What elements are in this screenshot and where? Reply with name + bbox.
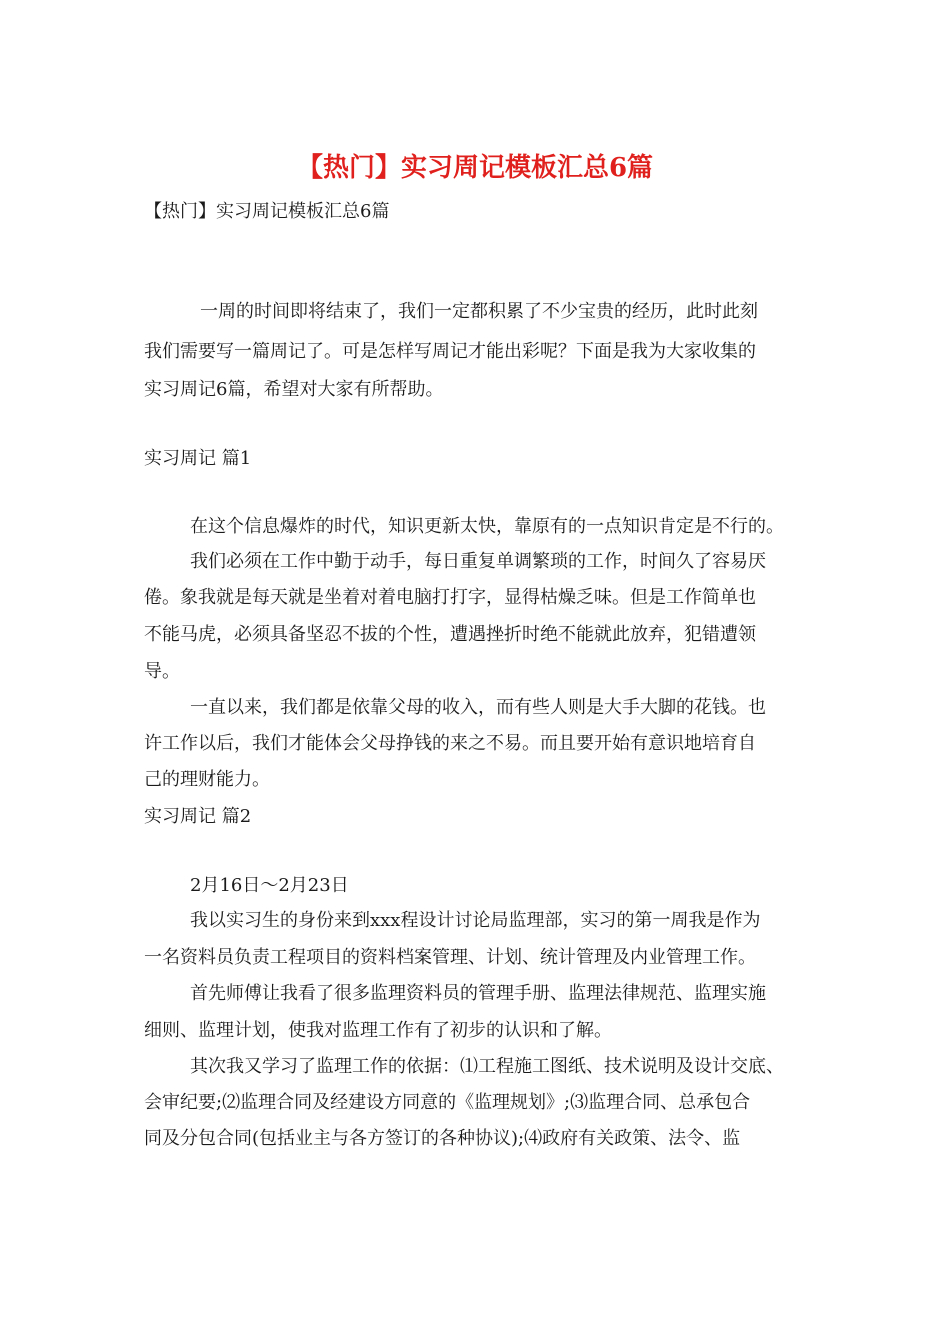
intro-line: 一周的时间即将结束了，我们一定都积累了不少宝贵的经历，此时此刻 [200, 301, 758, 322]
document-subtitle: 【热门】实习周记模板汇总6篇 [144, 201, 390, 222]
paragraph-line: 许工作以后，我们才能体会父母挣钱的来之不易。而且要开始有意识地培育自 [144, 733, 756, 754]
paragraph-line: 不能马虎，必须具备坚忍不拔的个性，遭遇挫折时绝不能就此放弃，犯错遭领 [144, 624, 756, 645]
paragraph-line: 会审纪要;⑵监理合同及经建设方同意的《监理规划》;⑶监理合同、总承包合 [144, 1092, 751, 1113]
section-heading: 实习周记 篇1 [144, 448, 252, 469]
paragraph-line: 其次我又学习了监理工作的依据：⑴工程施工图纸、技术说明及设计交底、 [190, 1056, 784, 1077]
paragraph-line: 首先师傅让我看了很多监理资料员的管理手册、监理法律规范、监理实施 [190, 983, 766, 1004]
paragraph-line: 导。 [144, 661, 180, 682]
section-heading: 实习周记 篇2 [144, 806, 252, 827]
paragraph-line: 一名资料员负责工程项目的资料档案管理、计划、统计管理及内业管理工作。 [144, 947, 756, 968]
intro-line: 实习周记6篇，希望对大家有所帮助。 [144, 379, 444, 400]
paragraph-line: 在这个信息爆炸的时代，知识更新太快，靠原有的一点知识肯定是不行的。 [190, 516, 784, 537]
paragraph-line: 一直以来，我们都是依靠父母的收入，而有些人则是大手大脚的花钱。也 [190, 697, 766, 718]
paragraph-line: 细则、监理计划，使我对监理工作有了初步的认识和了解。 [144, 1020, 612, 1041]
paragraph-line: 我以实习生的身份来到xxx程设计讨论局监理部，实习的第一周我是作为 [190, 910, 761, 931]
paragraph-line: 己的理财能力。 [144, 769, 270, 790]
paragraph-line: 我们必须在工作中勤于动手，每日重复单调繁琐的工作，时间久了容易厌 [190, 551, 766, 572]
document-title: 【热门】实习周记模板汇总6篇 [296, 153, 654, 183]
paragraph-line: 倦。象我就是每天就是坐着对着电脑打打字，显得枯燥乏味。但是工作简单也 [144, 587, 756, 608]
paragraph-line: 同及分包合同(包括业主与各方签订的各种协议);⑷政府有关政策、法令、监 [144, 1128, 741, 1149]
intro-line: 我们需要写一篇周记了。可是怎样写周记才能出彩呢？下面是我为大家收集的 [144, 341, 756, 362]
paragraph-line: 2月16日～2月23日 [190, 875, 349, 896]
